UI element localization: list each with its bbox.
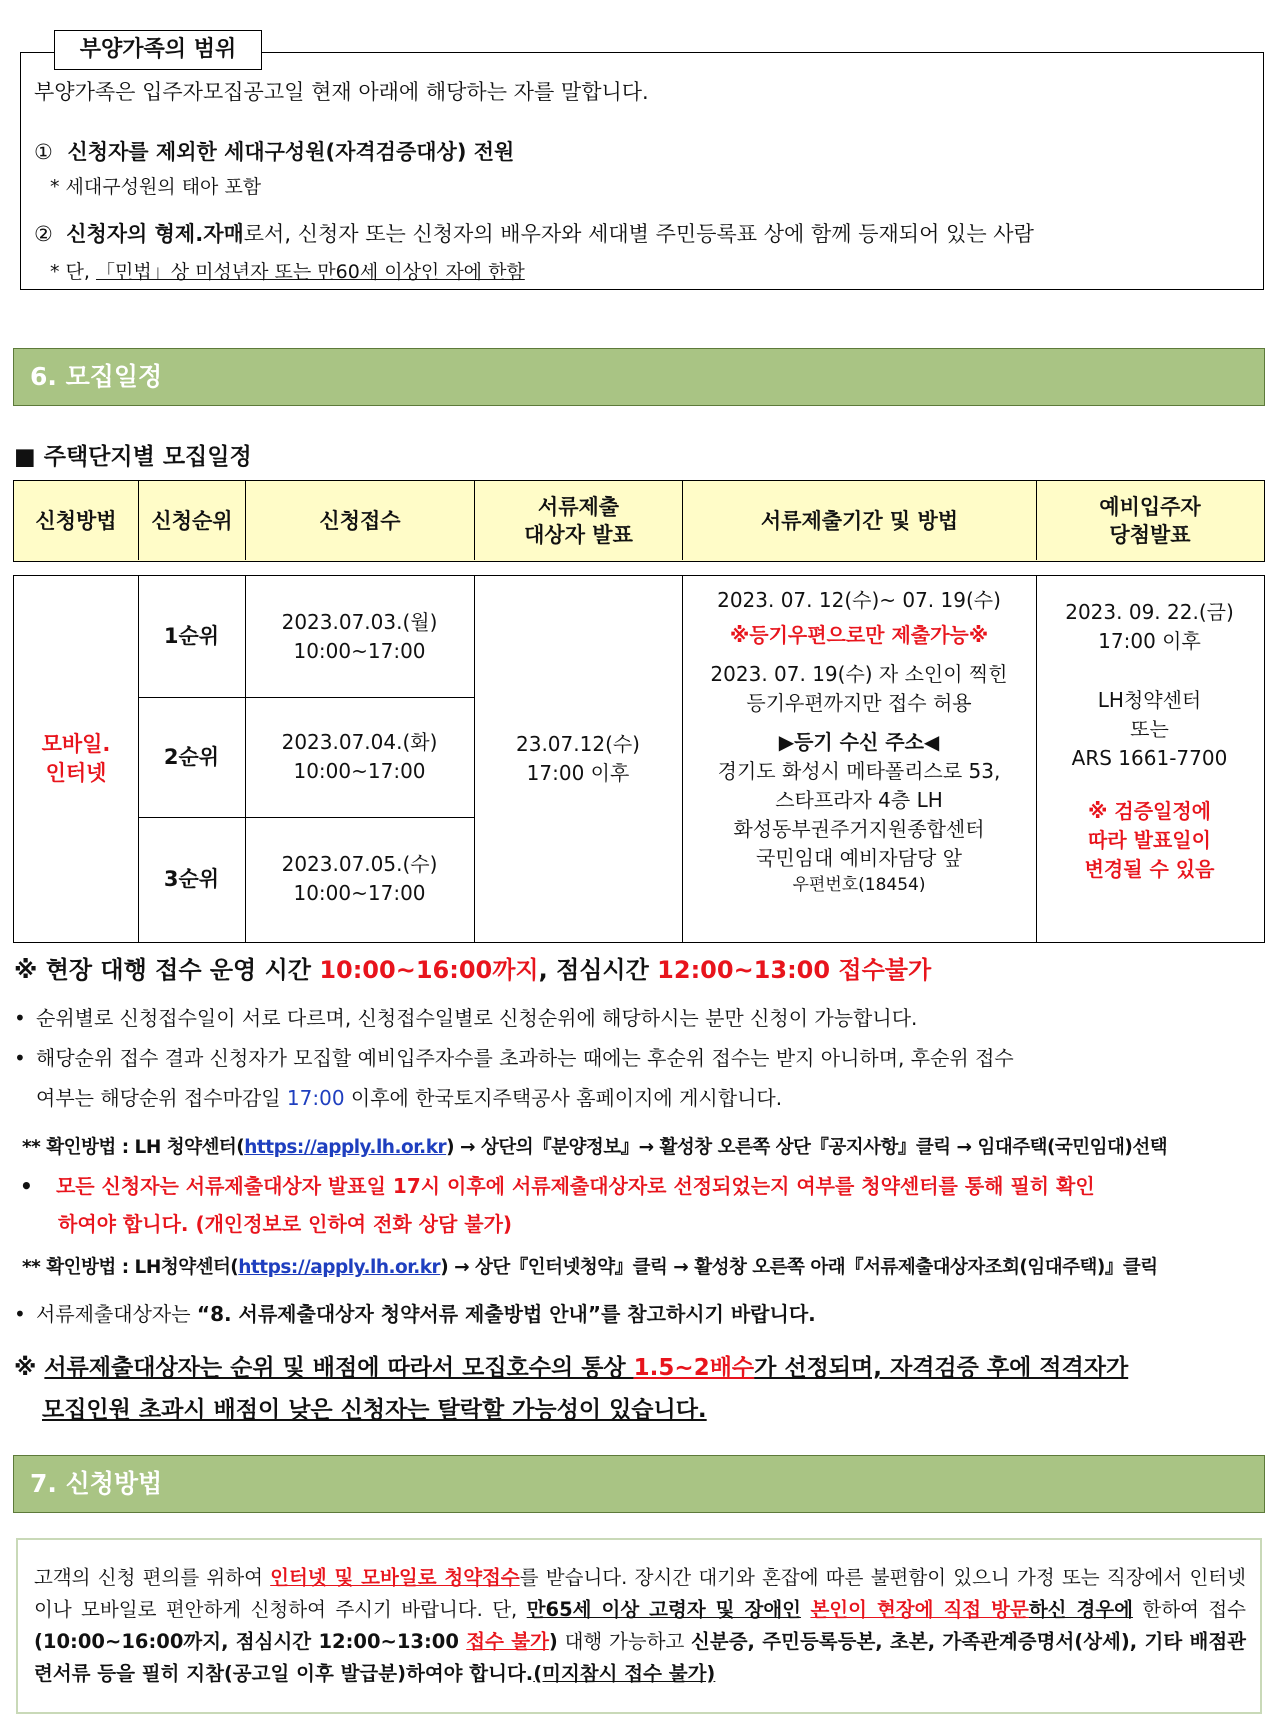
rank-2-time: 10:00~17:00 (293, 759, 426, 783)
apply-p4: 한하여 접수 (1133, 1598, 1247, 1621)
rank-2-date: 2023.07.04.(화) (281, 730, 438, 754)
apply-p1: 고객의 신청 편의를 위하여 (34, 1566, 271, 1589)
zip-code: 우편번호(18454) (792, 875, 926, 895)
rank-3: 3순위 (163, 866, 220, 891)
selection-mark: ※ (14, 1355, 45, 1381)
apply-in-person: 본인이 현장에 직접 방문 (810, 1598, 1029, 1621)
header-submission: 서류제출기간 및 방법 (683, 481, 1037, 560)
dependents-item-1 (34, 138, 514, 166)
section-6-header (13, 348, 1265, 406)
item-2-number: ② (34, 222, 53, 246)
apply-no-documents: (미지참시 접수 불가) (533, 1662, 716, 1685)
section-7-title: 7. 신청방법 (30, 1469, 163, 1498)
item-1-note: * 세대구성원의 태아 포함 (50, 176, 262, 198)
address-line-1: 경기도 화성시 메타폴리스로 53, (717, 759, 1001, 783)
header-winner: 예비입주자 당첨발표 (1099, 494, 1201, 547)
address-title: ▶등기 수신 주소◀ (778, 730, 940, 754)
schedule-header-row (13, 480, 1265, 562)
item-2-note-underlined: 「민법」상 미성년자 또는 만60세 이상인 자에 한함 (95, 261, 525, 283)
selection-line-2: 모집인원 초과시 배점이 낮은 신청자는 탈락할 가능성이 있습니다. (42, 1397, 707, 1423)
bullet-2-line-2a: 여부는 해당순위 접수마감일 (36, 1086, 287, 1110)
red-bullet: • 모든 신청자는 서류제출대상자 발표일 17시 이후에 서류제출대상자로 선정되었는지 여부를 청약센터를 통해 필히 확인 (20, 1174, 1095, 1198)
schedule-subtitle: ■ 주택단지별 모집일정 (14, 444, 252, 470)
bullet-1-text: 순위별로 신청접수일이 서로 다르며, 신청접수일별로 신청순위에 해당하시는 분만 신청이 가능합니다. (36, 1006, 918, 1030)
bullet-2: • 해당순위 접수 결과 신청자가 모집할 예비입주자수를 초과하는 때에는 후순위 접수는 받지 아니하며, 후순위 접수 (14, 1046, 1014, 1070)
rank-1: 1순위 (163, 624, 220, 648)
winner-cell (1036, 598, 1263, 884)
dependents-item-2 (34, 220, 1034, 248)
item-1-text: 신청자를 제외한 세대구성원(자격검증대상) 전원 (67, 140, 515, 164)
bullet-2-line-1: 해당순위 접수 결과 신청자가 모집할 예비입주자수를 초과하는 때에는 후순위 접수는 받지 아니하며, 후순위 접수 (36, 1046, 1014, 1070)
winner-time: 17:00 이후 (1098, 629, 1201, 653)
dependents-intro: 부양가족은 입주자모집공고일 현재 아래에 해당하는 자를 말합니다. (34, 80, 649, 104)
rank-2-dates (245, 697, 474, 817)
selection-multiple: 1.5~2배수 (633, 1355, 755, 1381)
selection-notice (14, 1352, 1128, 1384)
bullet-2-line-2b: 이후에 한국토지주택공사 홈페이지에 게시합니다. (344, 1086, 783, 1110)
bullet-3-b: “8. 서류제출대상자 청약서류 제출방법 안내”를 참고하시기 바랍니다. (196, 1302, 816, 1326)
onsite-prefix: ※ 현장 대행 접수 운영 시간 (14, 956, 320, 984)
winner-warn-2: 따라 발표일이 (1088, 828, 1211, 852)
rank-2: 2순위 (163, 744, 220, 769)
rank-3-date: 2023.07.05.(수) (281, 852, 438, 876)
bullet-3: • 서류제출대상자는 “8. 서류제출대상자 청약서류 제출방법 안내”를 참고하시기 바랍니다. (14, 1302, 816, 1326)
address-line-3: 화성동부권주거지원종합센터 (733, 817, 985, 841)
header-rank: 신청순위 (139, 481, 246, 560)
announce-time: 17:00 이후 (526, 760, 630, 785)
section-6-title: 6. 모집일정 (30, 362, 163, 391)
postmark-line-1: 2023. 07. 19(수) 자 소인이 찍힌 (710, 662, 1008, 686)
submission-period: 2023. 07. 12(수)~ 07. 19(수) (717, 588, 1001, 612)
apply-documents: 신분증, 주민등록등본, 초본, 가족관계증명서(상세), 기타 배점관련서류 등을 필히 지참(공고일 이후 발급분)하여야 합니다. (34, 1630, 1247, 1685)
dependents-title: 부양가족의 범위 (54, 30, 262, 70)
postmark-line-2: 등기우편까지만 접수 허용 (746, 691, 972, 715)
apply-no-accept: 접수 불가 (466, 1630, 549, 1653)
onsite-lunch: 12:00~13:00 접수불가 (657, 956, 932, 984)
confirm-1-link[interactable]: https://apply.lh.or.kr (244, 1137, 447, 1158)
address-line-4: 국민임대 예비자담당 앞 (756, 846, 962, 870)
apply-p5: 대행 가능하고 (557, 1630, 692, 1653)
rank-1-date: 2023.07.03.(월) (281, 609, 438, 634)
method-cell: 모바일. 인터넷 (41, 731, 111, 785)
apply-elderly: 만65세 이상 고령자 및 장애인 (526, 1598, 802, 1621)
bullet-3-a: 서류제출대상자는 (36, 1302, 197, 1326)
item-2-note (50, 259, 525, 285)
confirm-2-link[interactable]: https://apply.lh.or.kr (238, 1257, 441, 1278)
schedule-body (13, 575, 1265, 943)
item-2-note-prefix: * 단, (50, 261, 96, 283)
item-2-bold: 신청자의 형제.자매 (66, 222, 244, 246)
red-bullet-line-2: 하여야 합니다. (개인정보로 인하여 전화 상담 불가) (58, 1212, 513, 1236)
apply-method-text: 고객의 신청 편의를 위하여 인터넷 및 모바일로 청약접수를 받습니다. 장시간 대기와 혼잡에 따른 불편함이 있으니 가정 또는 직장에서 인터넷이나 모바일로 편안하게 신청하여 주시기 바랍니다. 단, 만65세 이상 고령자 및 장애인 본인이 현장에 직접 방문하신 경우에 한하여 접수(10:00~16:00까지, 점심시간 12:00~13:00 접수 불가) 대행 가능하고 신분증, 주민등록등본, 초본, 가족관계증명서(상세), 기타 배점관련서류 등을 필히 지참(공고일 이후 발급분)하여야 합니다.(미지참시 접수 불가) (34, 1566, 1247, 1685)
rank-3-dates (245, 817, 474, 941)
selection-line-1c: 가 선정되며, 자격검증 후에 적격자가 (754, 1355, 1129, 1381)
submission-cell (682, 586, 1036, 897)
announce-cell (474, 576, 682, 941)
confirm-1-prefix: ** 확인방법 : LH 청약센터( (22, 1137, 245, 1158)
winner-warn-1: ※ 검증일정에 (1087, 799, 1211, 823)
winner-or: 또는 (1130, 717, 1169, 741)
section-7-header (13, 1455, 1265, 1513)
apply-hours: (10:00~16:00까지, 점심시간 12:00~13:00 (34, 1630, 467, 1653)
announce-date: 23.07.12(수) (516, 731, 640, 756)
apply-online: 인터넷 및 모바일로 청약접수 (270, 1566, 520, 1589)
confirm-2-rest: ) → 상단『인터넷청약』클릭 → 활성창 오른쪽 아래『서류제출대상자조회(임대주택)』클릭 (440, 1257, 1158, 1278)
item-1-number: ① (34, 140, 53, 164)
item-2-rest: 로서, 신청자 또는 신청자의 배우자와 세대별 주민등록표 상에 함께 등재되어 있는 사람 (243, 222, 1034, 246)
confirm-method-1 (22, 1134, 1167, 1162)
winner-center: LH청약센터 (1097, 688, 1202, 712)
confirm-1-rest: ) → 상단의『분양정보』→ 활성창 오른쪽 상단『공지사항』클릭 → 임대주택(국민임대)선택 (446, 1137, 1168, 1158)
onsite-mid: , 점심시간 (538, 956, 658, 984)
selection-line-1a: 서류제출대상자는 순위 및 배점에 따라서 모집호수의 통상 (44, 1355, 634, 1381)
winner-ars: ARS 1661-7700 (1071, 746, 1228, 770)
winner-date: 2023. 09. 22.(금) (1065, 600, 1234, 624)
onsite-hours (14, 954, 931, 986)
header-application: 신청접수 (246, 481, 475, 560)
rank-3-time: 10:00~17:00 (293, 881, 426, 905)
apply-in-person-tail: 하신 경우에 (1028, 1598, 1133, 1621)
onsite-time: 10:00~16:00까지 (319, 956, 539, 984)
address-line-2: 스타프라자 4층 LH (775, 788, 943, 812)
confirm-method-2 (22, 1254, 1158, 1282)
registered-mail-only: ※등기우편으로만 제출가능※ (729, 623, 989, 647)
rank-1-dates (245, 576, 474, 697)
bullet-2-cont (36, 1084, 782, 1112)
winner-warn-3: 변경될 수 있음 (1084, 857, 1215, 881)
bullet-1: • 순위별로 신청접수일이 서로 다르며, 신청접수일별로 신청순위에 해당하시는 분만 신청이 가능합니다. (14, 1006, 918, 1030)
header-announce: 서류제출 대상자 발표 (475, 481, 683, 560)
apply-p2: 를 받습니다. 장시간 대기와 혼잡에 따른 불편함이 있으니 가정 또는 직장에서 인터넷이나 모바일로 편안하게 신청하여 주시기 바랍니다. 단, (34, 1566, 1246, 1621)
confirm-2-prefix: ** 확인방법 : LH청약센터( (22, 1257, 239, 1278)
rank-1-time: 10:00~17:00 (293, 638, 426, 663)
header-method: 신청방법 (14, 481, 139, 560)
bullet-2-time: 17:00 (286, 1086, 345, 1110)
red-bullet-line-1: 모든 신청자는 서류제출대상자 발표일 17시 이후에 서류제출대상자로 선정되었는지 여부를 청약센터를 통해 필히 확인 (55, 1174, 1095, 1198)
